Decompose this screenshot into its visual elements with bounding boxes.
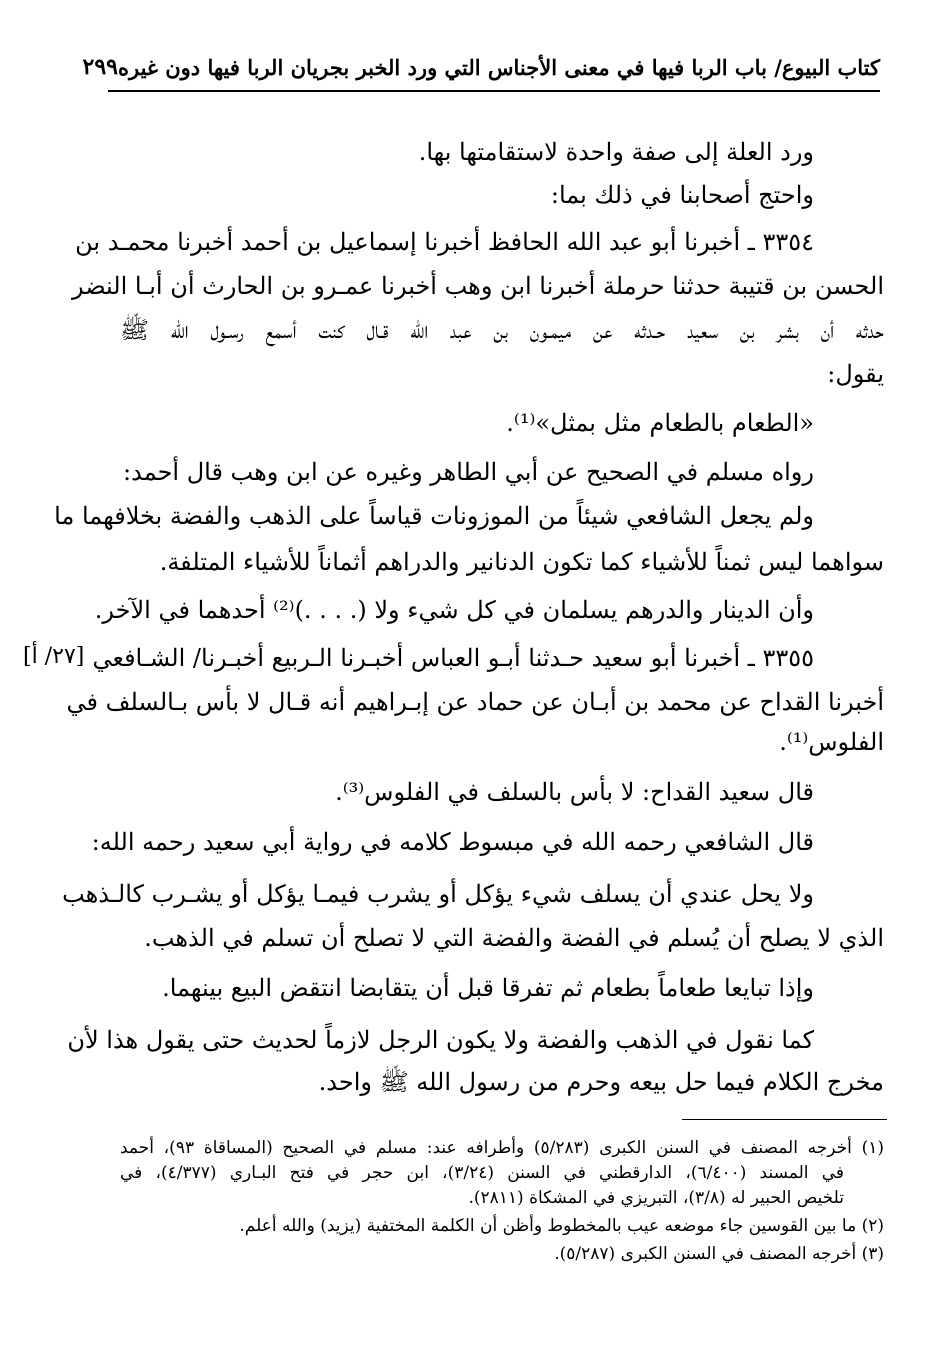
text-line: قال الشافعي رحمه الله في مبسوط كلامه في رواية أبي سعيد رحمه الله:: [91, 828, 814, 856]
text-line: واحتج أصحابنا في ذلك بما:: [550, 181, 814, 209]
text-line: سواهما ليس ثمناً للأشياء كما تكون الدنانير والدراهم أثماناً للأشياء المتلفة.: [159, 548, 884, 576]
manuscript-folio-ref: [٢٧/ أ]: [23, 644, 85, 669]
text-line: يقول:: [827, 360, 884, 388]
text-line: ورد العلة إلى صفة واحدة لاستقامتها بها.: [418, 138, 814, 166]
footnote-line: في المسند (٦/٤٠٠)، الدارقطني في السنن (٣/٢٤)، ابن حجر في فتح البـاري (٤/٣٧٧)، في: [120, 1163, 844, 1183]
text-line: وإذا تبايعا طعاماً بطعام ثم تفرقا قبل أن يتقابضا انتقض البيع بينهما.: [162, 974, 814, 1002]
footnote-line: (١) أخرجه المصنف في السنن الكبرى (٥/٢٨٣) وأطرافه عند: مسلم في الصحيح (المساقاة ٩٣)، أحمد: [120, 1138, 884, 1158]
hadith-3355-text: ٣٣٥٥ ـ أخبرنا أبو سعيد حـدثنا أبـو العباس أخبـرنا الـربيع أخبـرنا/ الشـافعي: [92, 644, 814, 672]
text-line: وأن الدينار والدرهم يسلمان في كل شيء ولا (. . . .)⁽²⁾ أحدهما في الآخر.: [94, 596, 814, 624]
text-line: كما نقول في الذهب والفضة ولا يكون الرجل لازماً لحديث حتى يقول هذا لأن: [67, 1026, 814, 1054]
hadith-quote: «الطعام بالطعام مثل بمثل»⁽¹⁾.: [506, 409, 814, 437]
text-line: الذي لا يصلح أن يُسلم في الفضة والفضة التي لا تصلح أن تسلم في الذهب.: [144, 924, 884, 952]
text-line: الحسن بن قتيبة حدثنا حرملة أخبرنا ابن وهب أخبرنا عمـرو بن الحارث أن أبـا النضر: [71, 272, 884, 300]
text-line: ولا يحل عندي أن يسلف شيء يؤكل أو يشرب فيمـا يؤكل أو يشـرب كالـذهب: [62, 880, 814, 908]
running-header: [82, 44, 880, 92]
header-title: كتاب البيوع/ باب الربا فيها في معنى الأجناس التي ورد الخبر بجريان الربا فيها دون غيره: [118, 54, 880, 80]
hadith-3355-line: [23, 644, 884, 672]
footnote-divider: [682, 1119, 887, 1120]
hadith-3354-line: ٣٣٥٤ ـ أخبرنا أبو عبد الله الحافظ أخبرنا إسماعيل بن أحمد أخبرنا محمـد بن: [75, 228, 814, 256]
page-number: ٢٩٩: [82, 54, 118, 80]
footnote-line: (٢) ما بين القوسين جاء موضعه عيب بالمخطوط وأظن أن الكلمة المختفية (يزيد) والله أعلم.: [239, 1216, 884, 1236]
text-line: رواه مسلم في الصحيح عن أبي الطاهر وغيره عن ابن وهب قال أحمد:: [123, 458, 814, 486]
text-line: الفلوس⁽¹⁾.: [779, 728, 884, 756]
footnote-line: (٣) أخرجه المصنف في السنن الكبرى (٥/٢٨٧).: [554, 1244, 884, 1264]
text-line: قال سعيد القداح: لا بأس بالسلف في الفلوس⁽³⁾.: [335, 778, 814, 806]
text-line: مخرج الكلام فيما حل بيعه وحرم من رسول الله ﷺ واحد.: [318, 1068, 884, 1096]
footnote-line: تلخيص الحبير له (٣/٨)، التبريزي في المشكاة (٢٨١١).: [468, 1188, 844, 1208]
text-line: أخبرنا القداح عن محمد بن أبـان عن حماد عن إبـراهيم أنه قـال لا بأس بـالسلف في: [66, 688, 884, 716]
text-line: ولم يجعل الشافعي شيئاً من الموزونات قياساً على الذهب والفضة بخلافهما ما: [54, 502, 814, 530]
text-line: حدثه أن بشر بن سعيد حـدثه عن ميمـون بن عبد الله قـال كنت أسمع رسـول الله ﷺ: [120, 316, 884, 344]
